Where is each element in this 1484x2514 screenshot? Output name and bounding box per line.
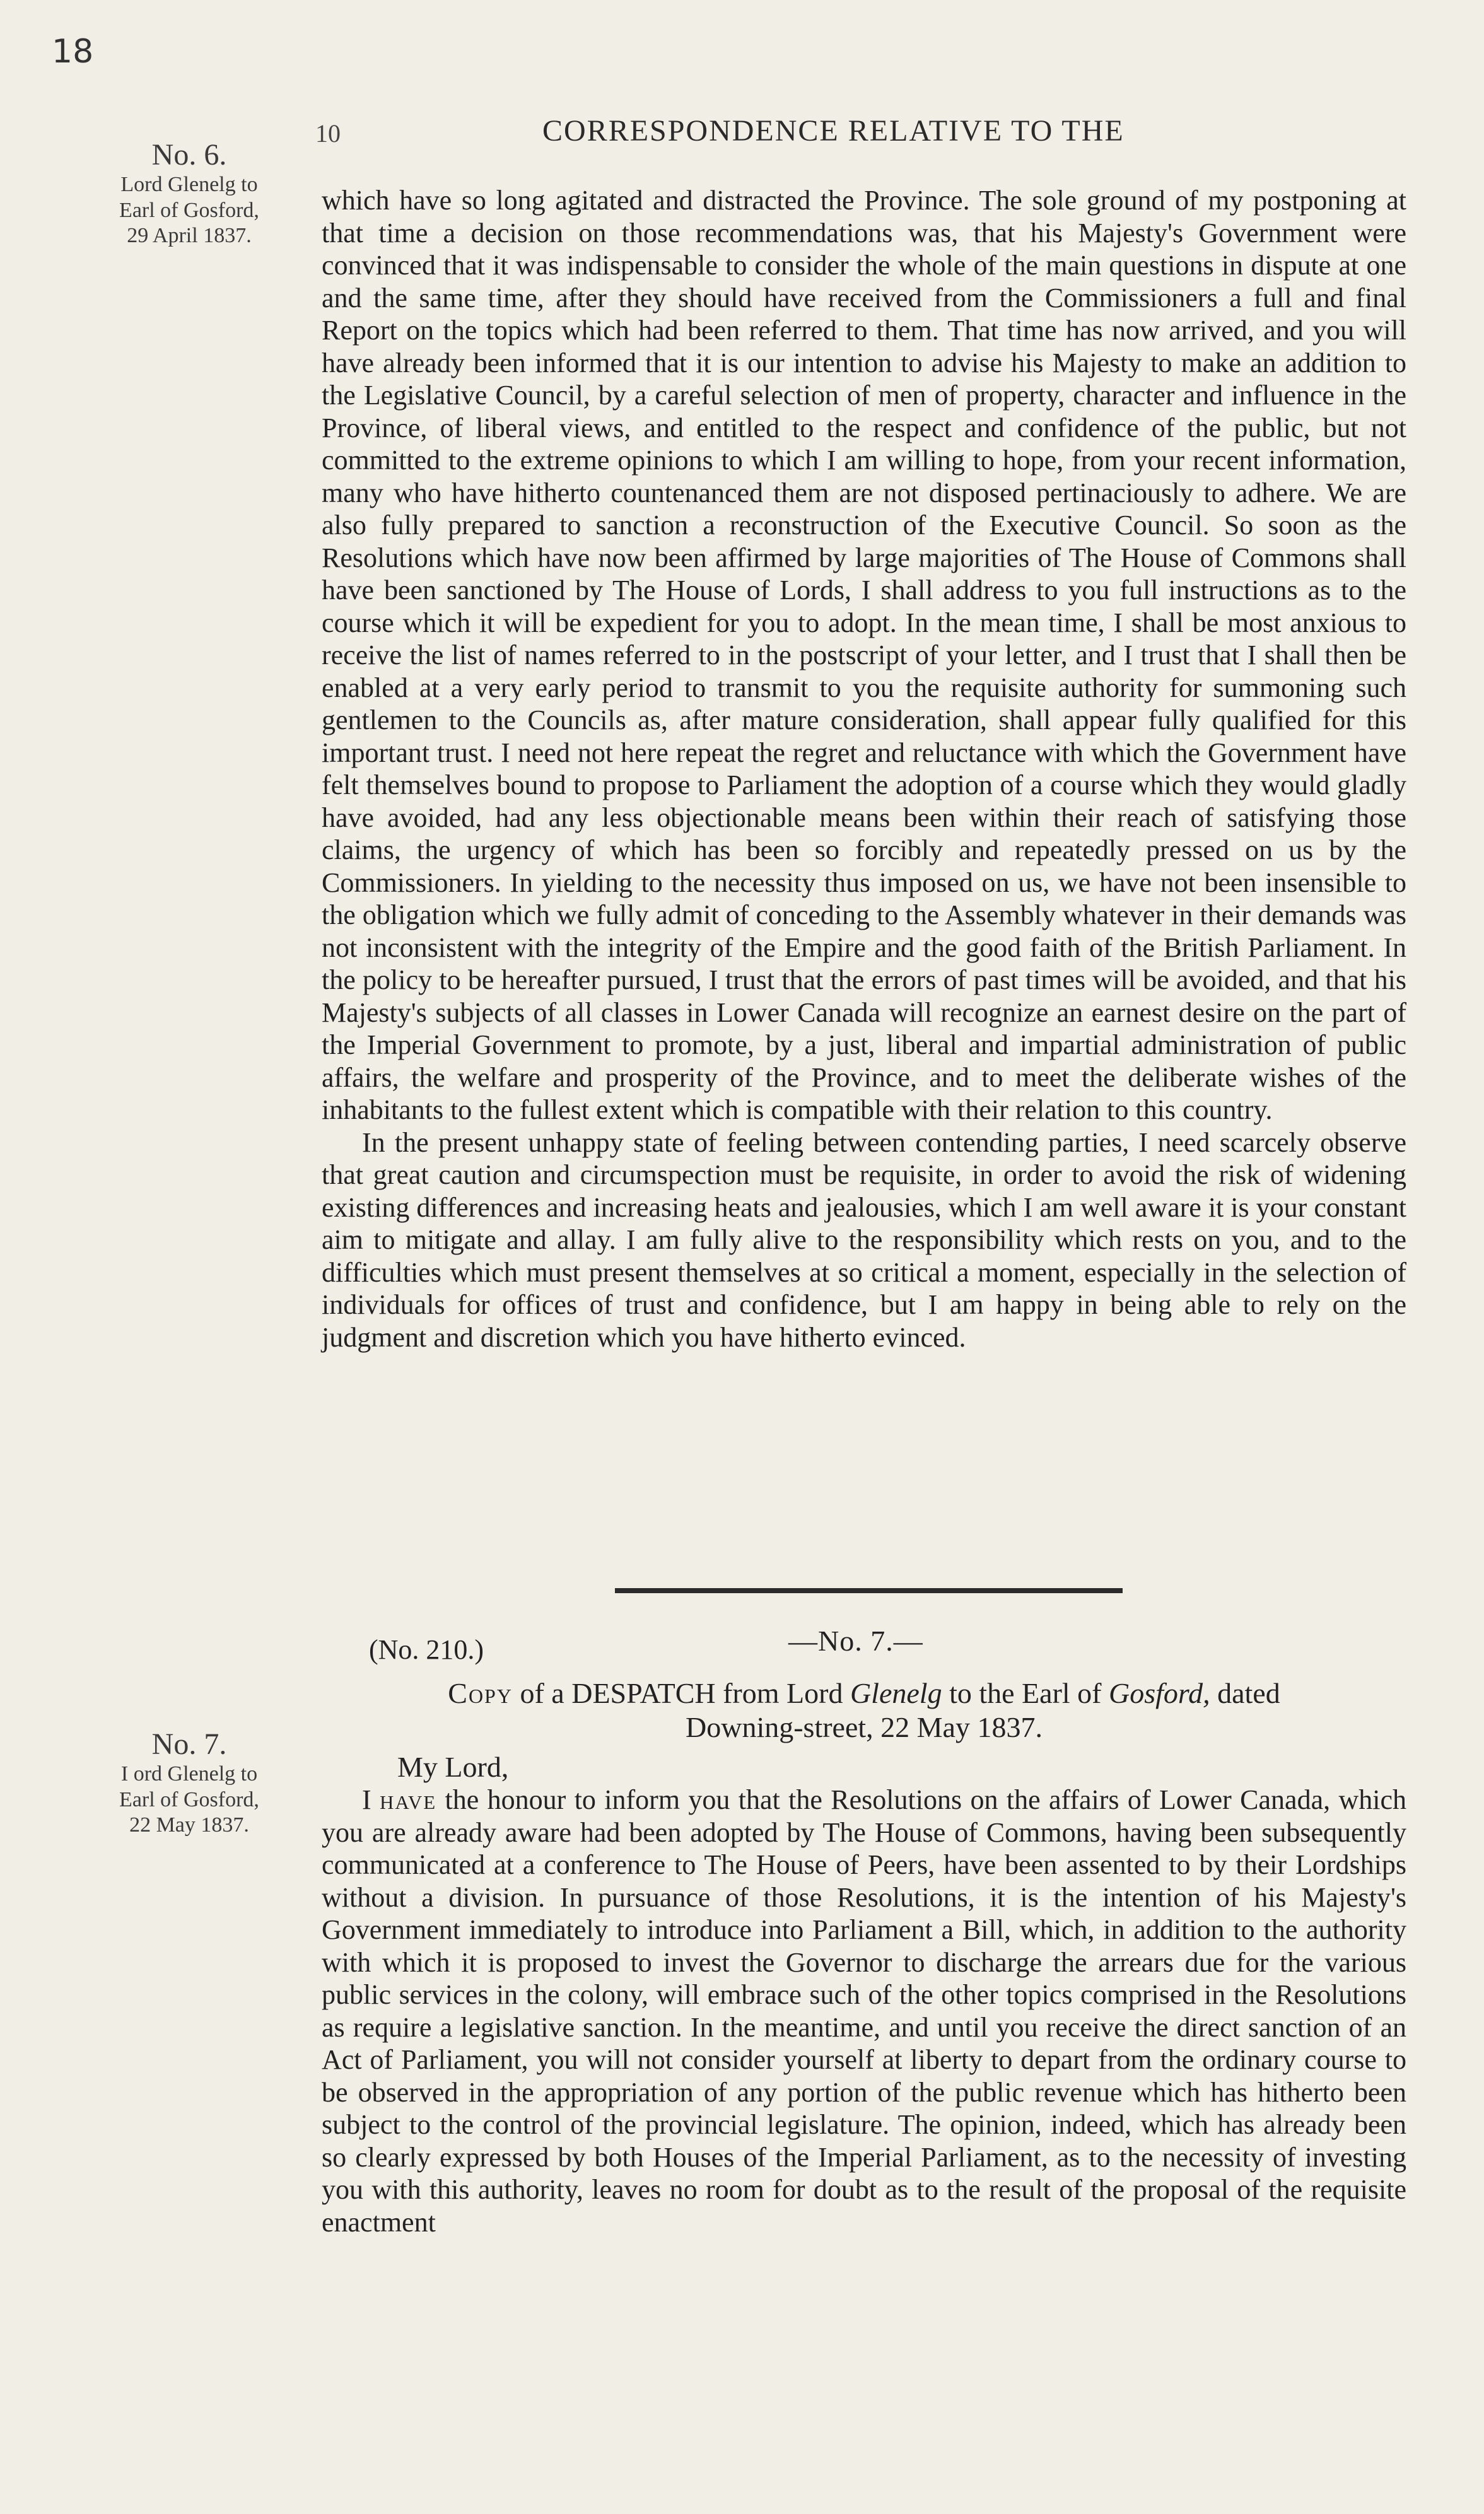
heading-sender: Glenelg (850, 1677, 942, 1709)
salutation: My Lord, (397, 1751, 509, 1783)
margin-note-line: Lord Glenelg to (120, 172, 258, 196)
despatch-heading (328, 1676, 1400, 1745)
first-word-rest: have (380, 1784, 437, 1815)
despatch-reference: (No. 210.) (369, 1634, 484, 1665)
document-number: —No. 7.— (788, 1625, 923, 1657)
margin-note-line: Earl of Gosford, (119, 1787, 259, 1811)
heading-despatch: DESPATCH (571, 1677, 716, 1709)
heading-recipient: Gosford, (1109, 1677, 1210, 1709)
heading-text: of a (512, 1677, 572, 1709)
section-divider (615, 1588, 1123, 1593)
heading-date-line: Downing-street, 22 May 1837. (686, 1711, 1043, 1743)
paragraph-text: the honour to inform you that the Resolutions on the affairs of Lower Canada, which you are already aware had been adopted by The House of Commons, having been subsequently communicated at a conference to The House of Peers, have been assented to by their Lordships without a division. In pursuance of those Resolutions, it is the intention of his Majesty's Government immediately to introduce into Parliament a Bill, which, in addition to the authority with which it is proposed to invest the Governor to discharge the arrears due for the various public services in the colony, will embrace such of the other topics comprised in the Resolutions as require a legislative sanction. In the meantime, and until you receive the direct sanction of an Act of Parliament, you will not consider yourself at liberty to depart from the ordinary course to be observed in the appropriation of any portion of the public revenue which has hitherto been subject to the control of the provincial legislature. The opinion, indeed, which has already been so clearly expressed by both Houses of the Imperial Parliament, as to the necessity of investing you with this authority, leaves no room for doubt as to the result of the proposal of the requisite enactment (322, 1784, 1407, 2238)
first-word-initial: I (362, 1784, 371, 1815)
letter-6-body (322, 184, 1406, 1353)
margin-label-no-6 (95, 139, 284, 249)
margin-doc-number: No. 7. (151, 1728, 227, 1761)
margin-note-line: I ord Glenelg to (120, 1762, 258, 1786)
body-paragraph (322, 1784, 1406, 2238)
margin-label-no-7 (95, 1728, 284, 1839)
body-paragraph: In the present unhappy state of feeling between contending parties, I need scarcely observe that great caution and circumspection must be requisite, in order to avoid the risk of widening existing differences and increasing heats and jealousies, which I am well aware it is your constant aim to mitigate and allay. I am fully alive to the responsibility which rests on you, and to the difficulties which must present themselves at so critical a moment, especially in the selection of individuals for offices of trust and confidence, but I am happy in being able to rely on the judgment and discretion which you have hitherto evinced. (322, 1126, 1406, 1353)
margin-note-line: Earl of Gosford, (119, 198, 259, 222)
heading-text: to the Earl of (942, 1677, 1109, 1709)
margin-note-line: 29 April 1837. (127, 224, 252, 248)
letter-7-body (322, 1784, 1406, 2238)
heading-text: from Lord (715, 1677, 850, 1709)
margin-doc-number: No. 6. (151, 138, 227, 172)
margin-note-line: 22 May 1837. (129, 1813, 249, 1837)
heading-text: dated (1210, 1677, 1280, 1709)
folio: 10 (315, 119, 341, 148)
heading-copy: Copy (448, 1677, 513, 1709)
page-number: 18 (52, 33, 94, 71)
body-paragraph: which have so long agitated and distracted the Province. The sole ground of my postponing at that time a decision on those recommendations was, that his Majesty's Government were convinced that it was indispensable to consider the whole of the main questions in dispute at one and the same time, after they should have received from the Commissioners a full and final Report on the topics which had been referred to them. That time has now arrived, and you will have already been informed that it is our intention to advise his Majesty to make an addition to the Legislative Council, by a careful selection of men of property, character and influence in the Province, of liberal views, and entitled to the respect and confidence of the public, but not committed to the extreme opinions to which I am willing to hope, from your recent information, many who have hitherto countenanced them are not disposed pertinaciously to adhere. We are also fully prepared to sanction a reconstruction of the Executive Council. So soon as the Resolutions which have now been affirmed by large majorities of The House of Commons shall have been sanctioned by The House of Lords, I shall address to you full instructions as to the course which it will be expedient for you to adopt. In the mean time, I shall be most anxious to receive the list of names referred to in the postscript of your letter, and I trust that I shall then be enabled at a very early period to transmit to you the requisite authority for summoning such gentlemen to the Councils as, after mature consideration, shall appear fully qualified for this important trust. I need not here repeat the regret and reluctance with which the Government have felt themselves bound to propose to Parliament the adoption of a course which they would gladly have avoided, had any less objectionable means been within their reach of satisfying those claims, the urgency of which has been so forcibly and repeatedly pressed on us by the Commissioners. In yielding to the necessity thus imposed on us, we have not been insensible to the obligation which we fully admit of conceding to the Assembly whatever in their demands was not inconsistent with the integrity of the Empire and the good faith of the British Parliament. In the policy to be hereafter pursued, I trust that the errors of past times will be avoided, and that his Majesty's subjects of all classes in Lower Canada will recognize an earnest desire on the part of the Imperial Government to promote, by a just, liberal and impartial administration of public affairs, the welfare and prosperity of the Province, and to meet the deliberate wishes of the inhabitants to the fullest extent which is compatible with their relation to this country. (322, 185, 1406, 1125)
running-head: CORRESPONDENCE RELATIVE TO THE (542, 114, 1125, 148)
